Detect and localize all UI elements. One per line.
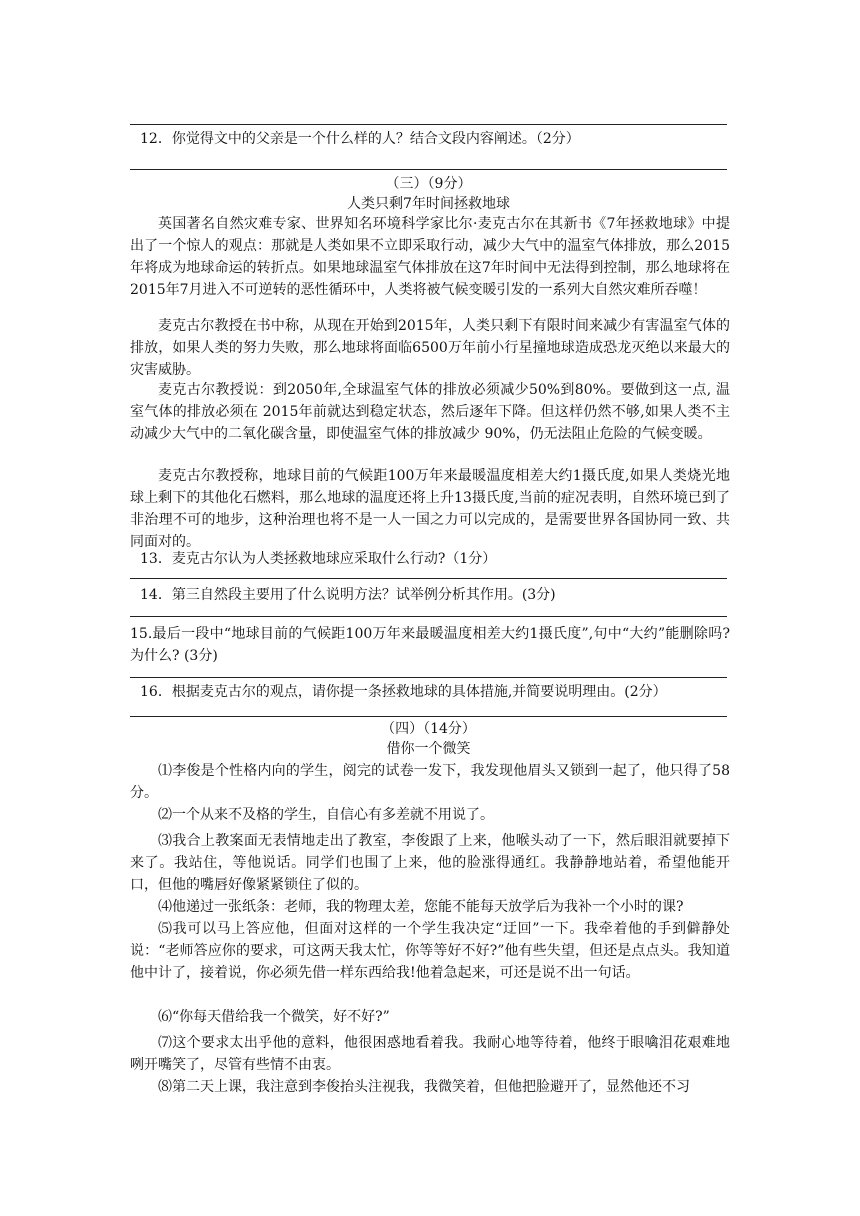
section-3-paragraph-2: 麦克古尔教授在书中称，从现在开始到2015年，人类只剩下有限时间来减少有害温室气体的排放，如果人类的努力失败，那么地球将面临6500万年前小行星撞地球造成恐龙灭绝以来最大的灾害威胁。 [130, 318, 730, 378]
answer-line [130, 616, 727, 617]
section-4-title: 借你一个微笑 [386, 741, 471, 757]
answer-line [130, 169, 727, 170]
question-14: 14．第三自然段主要用了什么说明方法？试举例分析其作用。(3分) [140, 587, 556, 603]
story-paragraph-3: ⑶我合上教案面无表情地走出了教室，李俊跟了上来，他喉头动了一下，然后眼泪就要掉下来了。我站住，等他说话。同学们也围了上来，他的脸涨得通红。我静静地站着，希望他能开口，但他的嘴唇好像紧紧锁住了似的。 [130, 833, 730, 893]
answer-line [130, 578, 727, 579]
question-12: 12．你觉得文中的父亲是一个什么样的人？结合文段内容阐述。（2分） [140, 131, 580, 147]
section-3-header: （三）（9分） [385, 176, 472, 192]
answer-line [130, 716, 727, 717]
story-paragraph-7: ⑺这个要求太出乎他的意料，他很困惑地看着我。我耐心地等待着，他终于眼噙泪花艰难地咧开嘴笑了，尽管有些情不由衷。 [130, 1035, 730, 1073]
section-4-header: （四）（14分） [381, 721, 476, 737]
answer-line [130, 677, 727, 678]
story-paragraph-2: ⑵一个从来不及格的学生，自信心有多差就不用说了。 [158, 807, 494, 823]
story-paragraph-8: ⑻第二天上课，我注意到李俊抬头注视我，我微笑着，但他把脸避开了，显然他还不习 [158, 1079, 690, 1095]
answer-line [130, 124, 727, 125]
section-3-title: 人类只剩7年时间拯救地球 [347, 196, 510, 212]
question-13: 13．麦克古尔认为人类拯救地球应采取什么行动?（1分） [140, 551, 497, 567]
section-3-paragraph-1: 英国著名自然灾难专家、世界知名环境科学家比尔·麦克古尔在其新书《7年拯救地球》中提出了一个惊人的观点：那就是人类如果不立即采取行动，减少大气中的温室气体排放，那么2015年将成为地球命运的转折点。如果地球温室气体排放在这7年时间中无法得到控制，那么地球将在2015年7月进入不可逆转的恶性循环中，人类将被气候变暖引发的一系列大自然灾难所吞噬！ [130, 216, 730, 298]
story-paragraph-6: ⑹“你每天借给我一个微笑，好不好?” [158, 1009, 390, 1025]
story-paragraph-5: ⑸我可以马上答应他，但面对这样的一个学生我决定“迂回”一下。我牵着他的手到僻静处说：“老师答应你的要求，可这两天我太忙，你等等好不好?”他有些失望，但还是点点头。我知道他中计了，接着说，你必须先借一样东西给我!他着急起来，可还是说不出一句话。 [130, 921, 730, 981]
question-15: 15.最后一段中“地球目前的气候距100万年来最暖温度相差大约1摄氏度”,句中“大约”能删除吗?为什么? (3分) [130, 626, 730, 664]
section-3-paragraph-4: 麦克古尔教授称，地球目前的气候距100万年来最暖温度相差大约1摄氏度,如果人类烧光地球上剩下的其他化石燃料，那么地球的温度还将上升13摄氏度,当前的症况表明，自然环境已到了非治理不可的地步，这种治理也将不是一人一国之力可以完成的，是需要世界各国协同一致、共同面对的。 [130, 468, 730, 550]
section-3-paragraph-3: 麦克古尔教授说：到2050年,全球温室气体的排放必须减少50%到80%。要做到这一点, 温室气体的排放必须在 2015年前就达到稳定状态，然后逐年下降。但这样仍然不够,如果人类不主动减少大气中的二氧化碳含量，即使温室气体的排放减少 90%，仍无法阻止危险的气候变暖。 [130, 382, 730, 442]
story-paragraph-4: ⑷他递过一张纸条：老师，我的物理太差，您能不能每天放学后为我补一个小时的课? [158, 899, 684, 915]
question-16: 16．根据麦克古尔的观点，请你提一条拯救地球的具体措施,并简要说明理由。(2分） [140, 684, 667, 700]
story-paragraph-1: ⑴李俊是个性格内向的学生，阅完的试卷一发下，我发现他眉头又锁到一起了，他只得了58分。 [130, 763, 730, 801]
